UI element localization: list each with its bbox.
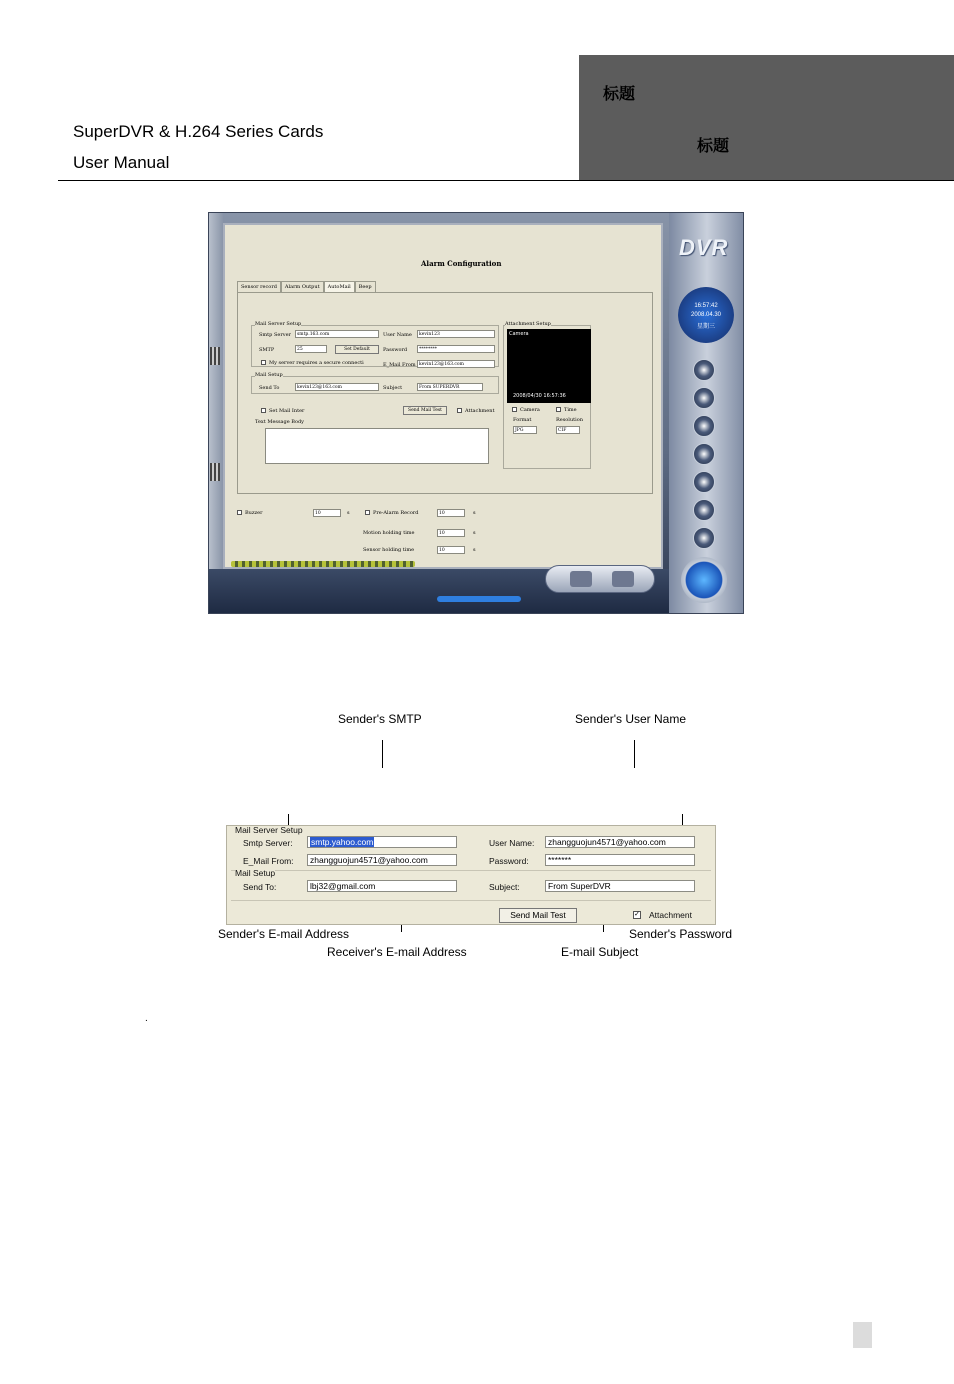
- playback-button-bar: [545, 565, 655, 593]
- excerpt-attachment-checkbox[interactable]: ✓: [634, 911, 640, 918]
- excerpt-subject-input[interactable]: From SuperDVR: [545, 880, 695, 892]
- motion-hold-unit: s: [473, 530, 476, 536]
- resolution-select[interactable]: CIF: [556, 426, 580, 434]
- excerpt-password-label: Password:: [489, 856, 529, 866]
- send-mail-test-button[interactable]: Send Mail Test: [403, 406, 447, 415]
- smtp-port-label: SMTP: [259, 347, 275, 353]
- secure-connection-checkbox[interactable]: [261, 360, 266, 365]
- excerpt-send-to-label: Send To:: [243, 882, 277, 892]
- excerpt-attachment-label: Attachment: [649, 910, 692, 920]
- tab-sensor-record[interactable]: Sensor record: [237, 281, 281, 292]
- secure-connection-label: My server requires a secure connecti: [269, 360, 364, 366]
- attachment-checkbox[interactable]: [457, 408, 462, 413]
- email-from-input[interactable]: kevin123@163.com: [417, 360, 495, 368]
- excerpt-divider: [231, 900, 711, 901]
- excerpt-user-name-input[interactable]: zhangguojun4571@yahoo.com: [545, 836, 695, 848]
- resolution-label: Resolution: [556, 417, 583, 423]
- pointer-line-user-name: [634, 740, 635, 768]
- attachment-label: Attachment: [465, 408, 495, 414]
- person-icon[interactable]: [693, 443, 715, 465]
- manual-title: SuperDVR & H.264 Series Cards: [73, 122, 324, 141]
- mail-setup-excerpt: [226, 825, 716, 925]
- clock-day: 星期三: [696, 324, 715, 330]
- excerpt-divider: [231, 870, 711, 871]
- camera-checkbox-label: Camera: [520, 407, 540, 413]
- pointer-line-smtp: [382, 740, 383, 768]
- format-label: Format: [513, 417, 532, 423]
- snapshot-icon[interactable]: [612, 571, 634, 587]
- excerpt-smtp-server-value: smtp.yahoo.com: [311, 837, 374, 847]
- excerpt-mail-server-setup: Mail Server Setup: [235, 825, 303, 835]
- dvr-control-panel: [669, 213, 744, 614]
- password-input[interactable]: ********: [417, 345, 495, 353]
- camera-checkbox[interactable]: [512, 407, 517, 412]
- text-body-label: Text Message Body: [255, 419, 304, 425]
- mail-setup-group-label: Mail Setup: [255, 372, 283, 378]
- header-box-label-1: 标题: [603, 86, 636, 103]
- record-icon[interactable]: [570, 571, 592, 587]
- tab-beep[interactable]: Beep: [355, 281, 376, 292]
- stray-dot: .: [145, 1013, 148, 1024]
- clock-time: 16:57:42: [694, 303, 718, 309]
- smtp-server-label: Smtp Server: [259, 332, 291, 338]
- excerpt-send-mail-test-button[interactable]: Send Mail Test: [499, 908, 577, 923]
- excerpt-send-to-input[interactable]: lbj32@gmail.com: [307, 880, 457, 892]
- motion-hold-label: Motion holding time: [363, 530, 415, 536]
- buzzer-select[interactable]: 10: [313, 509, 341, 517]
- window-layout-icon[interactable]: [693, 387, 715, 409]
- status-progress-bar: [437, 596, 521, 602]
- caption-senders-password: Sender's Password: [629, 927, 733, 941]
- dvr-grip-handle[interactable]: [210, 463, 220, 481]
- caption-email-subject: E-mail Subject: [561, 945, 639, 959]
- caption-receivers-email-address: Receiver's E-mail Address: [327, 945, 467, 959]
- hdd-icon[interactable]: [693, 499, 715, 521]
- search-icon[interactable]: [693, 527, 715, 549]
- password-label: Password: [383, 347, 408, 353]
- buzzer-checkbox[interactable]: [237, 510, 242, 515]
- sensor-hold-label: Sensor holding time: [363, 547, 415, 553]
- config-tabs: [237, 281, 376, 292]
- pre-alarm-checkbox[interactable]: [365, 510, 370, 515]
- tab-automail[interactable]: AutoMail: [324, 281, 355, 292]
- attachment-group-label: Attachment Setup: [505, 321, 551, 327]
- excerpt-user-name-label: User Name:: [489, 838, 535, 848]
- clock-date: 2008.04.30: [690, 312, 722, 318]
- caption-senders-smtp: Sender's SMTP: [338, 712, 422, 726]
- dvr-logo: DVR: [679, 235, 729, 260]
- header-rule: [58, 180, 954, 181]
- setup-gear-icon[interactable]: [693, 359, 715, 381]
- caption-senders-user-name: Sender's User Name: [575, 712, 686, 726]
- window-title: Alarm Configuration: [421, 259, 502, 268]
- pre-alarm-label: Pre-Alarm Record: [373, 510, 419, 516]
- buzzer-unit: s: [347, 510, 350, 516]
- email-from-label: E_Mail From: [383, 362, 416, 368]
- excerpt-smtp-server-input[interactable]: [307, 836, 457, 848]
- dvr-clock: [678, 287, 734, 343]
- send-to-input[interactable]: kevin123@163.com: [295, 383, 379, 391]
- user-name-input[interactable]: kevin123: [417, 330, 495, 338]
- excerpt-email-from-input[interactable]: zhangguojun4571@yahoo.com: [307, 854, 457, 866]
- alarm-bell-icon[interactable]: [693, 471, 715, 493]
- send-to-label: Send To: [259, 385, 280, 391]
- sensor-hold-select[interactable]: 10: [437, 546, 465, 554]
- set-default-button[interactable]: Set Default: [335, 345, 379, 354]
- camera-timestamp: 2008/04/30 16:57:36: [513, 393, 566, 399]
- tab-alarm-output[interactable]: Alarm Output: [281, 281, 324, 292]
- format-select[interactable]: JPG: [513, 426, 537, 434]
- excerpt-mail-setup: Mail Setup: [235, 868, 276, 878]
- alarm-config-window: [223, 223, 663, 569]
- manual-subtitle: User Manual: [73, 153, 170, 172]
- pre-alarm-unit: s: [473, 510, 476, 516]
- user-name-label: User Name: [383, 332, 412, 338]
- set-mail-inter-label: Set Mail Inter: [269, 408, 305, 414]
- caption-senders-email-address: Sender's E-mail Address: [218, 927, 350, 941]
- mail-server-group-label: Mail Server Setup: [255, 321, 302, 327]
- sensor-hold-unit: s: [473, 547, 476, 553]
- excerpt-smtp-server-label: Smtp Server:: [243, 838, 293, 848]
- excerpt-subject-label: Subject:: [489, 882, 520, 892]
- subject-input[interactable]: From SUPERDVR: [417, 383, 483, 391]
- camera-preview: [507, 329, 591, 403]
- text-message-body[interactable]: [265, 428, 489, 464]
- excerpt-password-input[interactable]: *******: [545, 854, 695, 866]
- smtp-port-input[interactable]: 25: [295, 345, 327, 353]
- record-settings-icon[interactable]: [693, 415, 715, 437]
- set-mail-inter-checkbox[interactable]: [261, 408, 266, 413]
- buzzer-label: Buzzer: [245, 510, 263, 516]
- page-number-box: [853, 1322, 872, 1348]
- dvr-left-frame: [209, 213, 223, 614]
- camera-label: Camera: [509, 331, 529, 337]
- time-checkbox[interactable]: [556, 407, 561, 412]
- pre-alarm-select[interactable]: 10: [437, 509, 465, 517]
- excerpt-email-from-label: E_Mail From:: [243, 856, 294, 866]
- subject-label: Subject: [383, 385, 403, 391]
- dvr-grip-handle[interactable]: [210, 347, 220, 365]
- time-checkbox-label: Time: [564, 407, 577, 413]
- dvr-alarm-config-screenshot: [208, 212, 744, 614]
- header-box-label-2: 标题: [697, 138, 730, 155]
- header-gray-box: [579, 55, 954, 180]
- motion-hold-select[interactable]: 10: [437, 529, 465, 537]
- channel-indicator-lights: [231, 561, 415, 567]
- power-icon[interactable]: [681, 557, 727, 603]
- smtp-server-input[interactable]: smtp.163.com: [295, 330, 379, 338]
